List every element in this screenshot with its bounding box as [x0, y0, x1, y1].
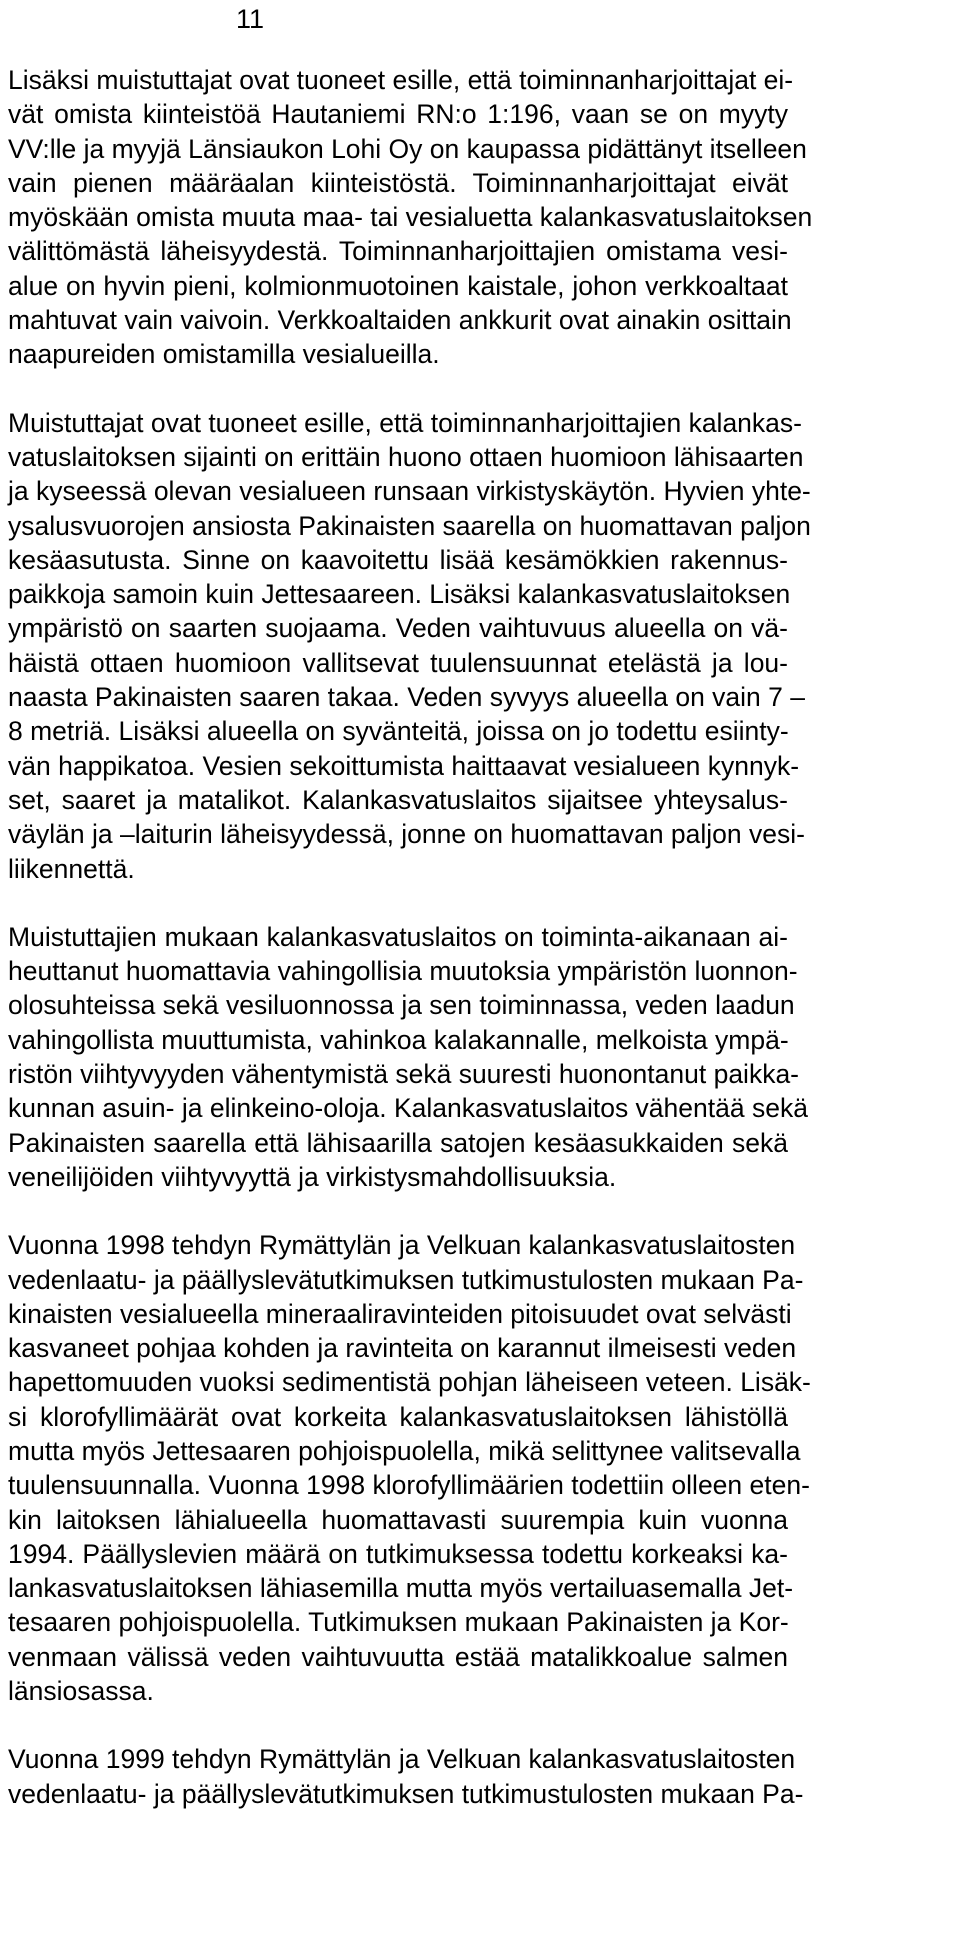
text-line: vahingollista muuttumista, vahinkoa kalakannalle, melkoista ympä-	[8, 1024, 789, 1055]
text-line: olosuhteissa sekä vesiluonnossa ja sen toiminnassa, veden laadun	[8, 990, 795, 1021]
text-line: Muistuttajien mukaan kalankasvatuslaitos on toiminta-aikanaan ai-	[8, 921, 788, 952]
text-line: vedenlaatu- ja päällyslevätutkimuksen tutkimustulosten mukaan Pa-	[8, 1264, 804, 1295]
page-number: 11	[235, 4, 265, 34]
text-line: 1994. Päällyslevien määrä on tutkimuksessa todettu korkeaksi ka-	[8, 1538, 788, 1569]
text-line: liikennettä.	[8, 853, 135, 884]
text-line: ysalusvuorojen ansiosta Pakinaisten saarella on huomattavan paljon	[8, 510, 811, 541]
text-line: myöskään omista muuta maa- tai vesialuetta kalankasvatuslaitoksen	[8, 202, 813, 233]
text-line: lankasvatuslaitoksen lähiasemilla mutta myös vertailuasemalla Jet-	[8, 1573, 794, 1604]
text-line: veneilijöiden viihtyvyyttä ja virkistysmahdollisuuksia.	[8, 1161, 617, 1192]
text-line: Lisäksi muistuttajat ovat tuoneet esille, että toiminnanharjoittajat ei-	[8, 65, 794, 95]
paragraph	[8, 406, 811, 886]
text-line: kinaisten vesialueella mineraaliravinteiden pitoisuudet ovat selvästi	[8, 1298, 792, 1329]
text-line: kin laitoksen lähialueella huomattavasti suurempia kuin vuonna	[8, 1504, 788, 1535]
text-line: naasta Pakinaisten saaren takaa. Veden syvyys alueella on vain 7 –	[8, 682, 805, 713]
paragraph	[8, 920, 808, 1194]
text-line: häistä ottaen huomioon vallitsevat tuulensuunnat etelästä ja lou-	[8, 647, 788, 678]
text-line: mahtuvat vain vaivoin. Verkkoaltaiden ankkurit ovat ainakin osittain	[8, 305, 792, 336]
text-line: set, saaret ja matalikot. Kalankasvatuslaitos sijaitsee yhteysalus-	[8, 784, 788, 815]
text-line: vät omista kiinteistöä Hautaniemi RN:o 1:196, vaan se on myyty	[8, 99, 788, 130]
text-line: vain pienen määräalan kiinteistöstä. Toiminnanharjoittajat eivät	[8, 167, 788, 198]
text-line: ympäristö on saarten suojaama. Veden vaihtuvuus alueella on vä-	[8, 613, 788, 644]
text-line: Vuonna 1998 tehdyn Rymättylän ja Velkuan kalankasvatuslaitosten	[8, 1230, 796, 1261]
text-line: si klorofyllimäärät ovat korkeita kalankasvatuslaitoksen lähistöllä	[8, 1401, 788, 1432]
text-line: vedenlaatu- ja päällyslevätutkimuksen tutkimustulosten mukaan Pa-	[8, 1778, 804, 1809]
text-line: naapureiden omistamilla vesialueilla.	[8, 339, 440, 370]
text-line: kunnan asuin- ja elinkeino-oloja. Kalankasvatuslaitos vähentää sekä	[8, 1093, 808, 1124]
text-line: hapettomuuden vuoksi sedimentistä pohjan läheiseen veteen. Lisäk-	[8, 1367, 811, 1398]
text-line: tesaaren pohjoispuolella. Tutkimuksen mukaan Pakinaisten ja Kor-	[8, 1607, 789, 1638]
text-line: länsiosassa.	[8, 1676, 154, 1707]
text-line: 8 metriä. Lisäksi alueella on syvänteitä, joissa on jo todettu esiinty-	[8, 716, 789, 747]
text-line: väylän ja –laiturin läheisyydessä, jonne on huomattavan paljon vesi-	[8, 819, 805, 850]
text-line: venmaan välissä veden vaihtuvuutta estää matalikkoalue salmen	[8, 1641, 788, 1672]
paragraph	[8, 1742, 804, 1811]
text-line: heuttanut huomattavia vahingollisia muutoksia ympäristön luonnon-	[8, 956, 798, 987]
text-line: välittömästä läheisyydestä. Toiminnanharjoittajien omistama vesi-	[8, 236, 788, 267]
text-line: paikkoja samoin kuin Jettesaareen. Lisäksi kalankasvatuslaitoksen	[8, 579, 791, 610]
paragraph	[8, 1228, 811, 1708]
text-line: mutta myös Jettesaaren pohjoispuolella, mikä selittynee valitsevalla	[8, 1435, 801, 1466]
paragraph	[8, 63, 813, 372]
text-line: tuulensuunnalla. Vuonna 1998 klorofyllimäärien todettiin olleen eten-	[8, 1470, 810, 1501]
text-line: vatuslaitoksen sijainti on erittäin huono ottaen huomioon lähisaarten	[8, 441, 804, 472]
text-line: Pakinaisten saarella että lähisaarilla satojen kesäasukkaiden sekä	[8, 1127, 788, 1158]
text-line: kasvaneet pohjaa kohden ja ravinteita on karannut ilmeisesti veden	[8, 1333, 797, 1364]
text-line: VV:lle ja myyjä Länsiaukon Lohi Oy on kaupassa pidättänyt itselleen	[8, 133, 807, 164]
document-body	[8, 63, 813, 1845]
text-line: Vuonna 1999 tehdyn Rymättylän ja Velkuan kalankasvatuslaitosten	[8, 1744, 796, 1775]
text-line: ristön viihtyvyyden vähentymistä sekä suuresti huonontanut paikka-	[8, 1059, 800, 1090]
text-line: ja kyseessä olevan vesialueen runsaan virkistyskäytön. Hyvien yhte-	[8, 476, 811, 507]
text-line: alue on hyvin pieni, kolmionmuotoinen kaistale, johon verkkoaltaat	[8, 270, 788, 301]
text-line: kesäasutusta. Sinne on kaavoitettu lisää kesämökkien rakennus-	[8, 544, 788, 575]
text-line: Muistuttajat ovat tuoneet esille, että toiminnanharjoittajien kalankas-	[8, 407, 802, 438]
text-line: vän happikatoa. Vesien sekoittumista haittaavat vesialueen kynnyk-	[8, 750, 800, 781]
